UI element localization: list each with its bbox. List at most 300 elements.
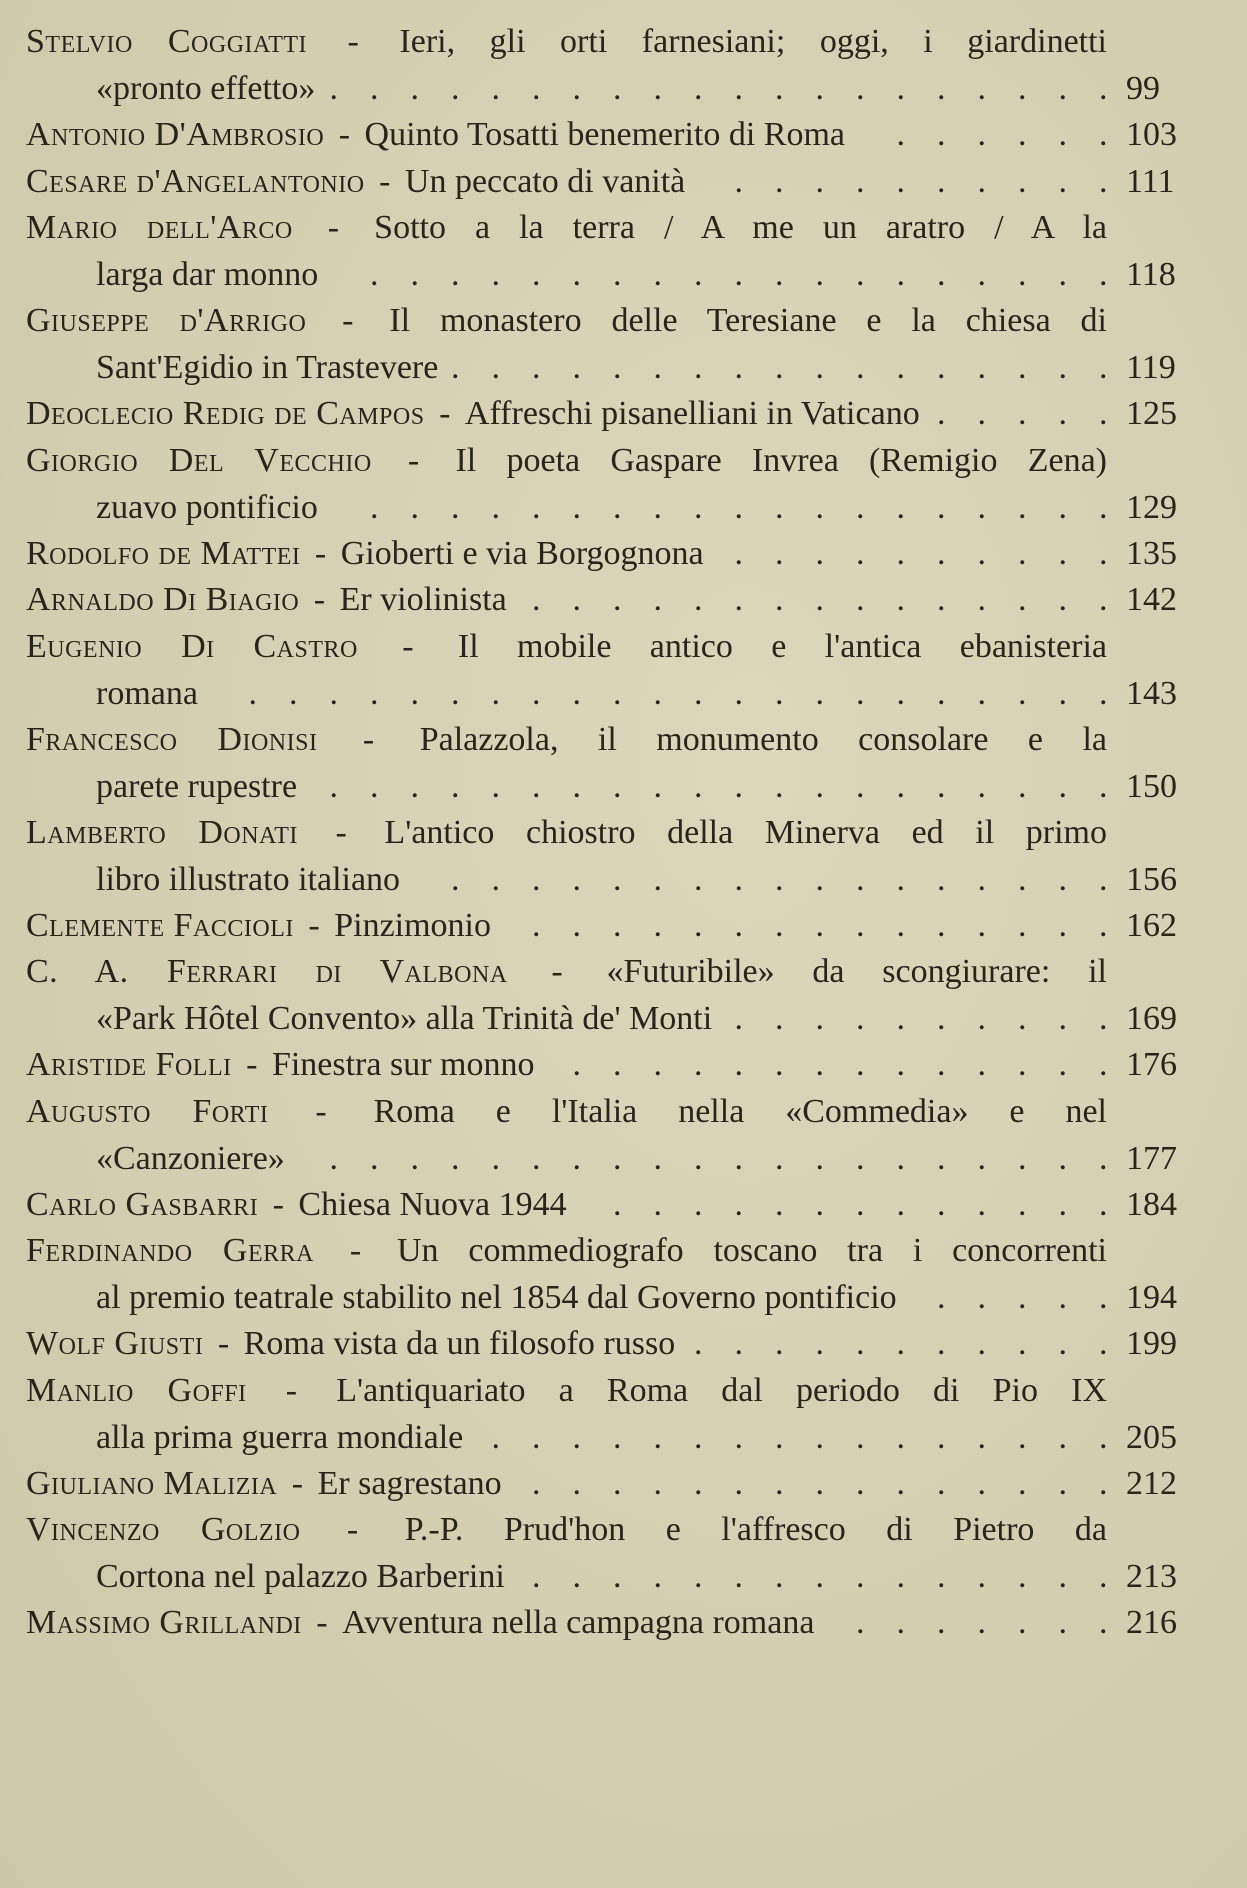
toc-entry (26, 18, 1216, 112)
leader-dot: . (410, 674, 419, 712)
leader-dot: . (977, 1000, 986, 1037)
leader-dot: . (613, 1046, 622, 1083)
leader-dot: . (1058, 1279, 1067, 1316)
leader-dot: . (977, 488, 986, 526)
leader-dot: . (491, 860, 500, 898)
leader-dot: . (734, 70, 743, 107)
leader-dot: . (856, 1000, 865, 1037)
leader-dot: . (1099, 1046, 1108, 1083)
leader-dot: . (1099, 488, 1108, 526)
leader-dot: . (572, 1046, 581, 1083)
leader-dot: . (572, 1558, 581, 1595)
leader-dot: . (896, 1604, 905, 1641)
toc-entry (26, 623, 1216, 717)
leader-dot: . (572, 349, 581, 386)
leader-dot: . (896, 1418, 905, 1456)
leader-dot: . (694, 1464, 703, 1502)
leader-dot: . (856, 906, 865, 944)
leader-dot: . (653, 1464, 662, 1502)
leader-dot: . (977, 116, 986, 153)
toc-entry (26, 902, 1216, 949)
leader-dot: . (613, 767, 622, 805)
page-number: 99 (1126, 70, 1160, 107)
leader-dot: . (653, 581, 662, 618)
leader-dot: . (734, 1464, 743, 1502)
leader-dot: . (977, 349, 986, 386)
leader-dot: . (329, 767, 338, 805)
leader-dot: . (653, 860, 662, 898)
author-title-separator: - (330, 116, 359, 153)
leader-dot: . (1018, 674, 1027, 712)
entry-title: L'antiquariato a Roma dal periodo di Pio IX (336, 1371, 1107, 1409)
entry-title: «Futuribile» da scongiurare: il (606, 953, 1107, 990)
leader-dot: . (613, 860, 622, 898)
leader-dot: . (937, 860, 946, 898)
leader-dot: . (896, 1139, 905, 1177)
leader-dot: . (1058, 674, 1067, 712)
leader-dot: . (815, 581, 824, 618)
leader-dot: . (977, 860, 986, 898)
leader-dot: . (532, 1464, 541, 1502)
entry-title: Palazzola, il monumento consolare e la (419, 720, 1107, 758)
leader-dot: . (815, 1046, 824, 1083)
leader-dot: . (896, 1000, 905, 1037)
leader-dot: . (896, 1046, 905, 1083)
entry-title: Quinto Tosatti benemerito di Roma (364, 116, 846, 153)
entry-author: Antonio D'Ambrosio (26, 116, 325, 153)
leader-dot: . (1058, 70, 1067, 107)
page-number: 129 (1126, 488, 1177, 526)
leader-dot: . (815, 906, 824, 944)
toc-entry (26, 437, 1216, 531)
leader-dot: . (694, 1558, 703, 1595)
leader-dot: . (734, 906, 743, 944)
leader-dot: . (734, 1000, 743, 1037)
entry-title: alla prima guerra mondiale (96, 1418, 464, 1456)
leader-dot: . (370, 674, 379, 712)
leader-dot: . (977, 256, 986, 293)
leader-dot: . (1099, 1185, 1108, 1223)
leader-dot: . (1099, 1604, 1108, 1641)
leader-dot: . (1018, 1604, 1027, 1641)
author-title-separator: - (307, 1604, 337, 1641)
page-number: 103 (1126, 116, 1177, 153)
leader-dot: . (896, 767, 905, 805)
leader-dot: . (734, 349, 743, 386)
leader-dot: . (613, 349, 622, 386)
leader-dot: . (815, 767, 824, 805)
leader-dot: . (937, 349, 946, 386)
entry-title: Avventura nella campagna romana (342, 1604, 815, 1641)
page-number: 143 (1126, 674, 1177, 712)
leader-dot: . (410, 70, 419, 107)
leader-dot: . (694, 256, 703, 293)
entry-author: C. A. Ferrari di Valbona (26, 953, 508, 990)
leader-dot: . (532, 1558, 541, 1595)
leader-dot: . (532, 1418, 541, 1456)
entry-title: Sant'Egidio in Trastevere (96, 349, 439, 386)
entry-author: Massimo Grillandi (26, 1604, 302, 1641)
toc-entry (26, 530, 1216, 577)
leader-dot: . (775, 860, 784, 898)
page-number: 177 (1126, 1139, 1177, 1177)
entry-title: libro illustrato italiano (96, 860, 401, 898)
leader-dot: . (734, 1185, 743, 1223)
leader-dot: . (1018, 1418, 1027, 1456)
leader-dot: . (734, 581, 743, 618)
leader-dot: . (896, 1325, 905, 1362)
leader-dot: . (1058, 1418, 1067, 1456)
leader-dot: . (815, 1418, 824, 1456)
entry-title: P.-P. Prud'hon e l'affresco di Pietro da (404, 1511, 1108, 1548)
leader-dot: . (653, 256, 662, 293)
leader-dot: . (896, 349, 905, 386)
toc-entry (26, 809, 1216, 903)
leader-dot: . (1018, 1464, 1027, 1502)
leader-dot: . (1058, 906, 1067, 944)
leader-dot: . (937, 1139, 946, 1177)
leader-dot: . (1099, 860, 1108, 898)
toc-entry (26, 948, 1216, 1042)
toc-entry (26, 1041, 1216, 1088)
leader-dot: . (977, 1279, 986, 1316)
leader-dot: . (613, 906, 622, 944)
leader-dot: . (613, 1558, 622, 1595)
leader-dot: . (1018, 116, 1027, 153)
author-title-separator: - (274, 1092, 368, 1130)
leader-dot: . (491, 256, 500, 293)
leader-dot: . (572, 70, 581, 107)
leader-dot: . (734, 162, 743, 200)
leader-dot: . (653, 1139, 662, 1177)
leader-dot: . (1018, 349, 1027, 386)
leader-dot: . (653, 1558, 662, 1595)
page-number: 216 (1126, 1604, 1177, 1641)
page-number: 135 (1126, 534, 1177, 572)
leader-dot: . (937, 581, 946, 618)
leader-dot: . (1018, 488, 1027, 526)
leader-dot: . (1058, 1139, 1067, 1177)
entry-author: Carlo Gasbarri (26, 1185, 259, 1223)
leader-dot: . (491, 349, 500, 386)
entry-author: Aristide Folli (26, 1046, 232, 1083)
leader-dot: . (937, 1604, 946, 1641)
leader-dot: . (532, 349, 541, 386)
entry-author: Rodolfo de Mattei (26, 534, 301, 572)
leader-dot: . (815, 1464, 824, 1502)
leader-dot: . (329, 674, 338, 712)
toc-entry (26, 1320, 1216, 1367)
page-number: 212 (1126, 1464, 1177, 1502)
leader-dot: . (1099, 70, 1108, 107)
leader-dot: . (775, 1000, 784, 1037)
entry-title: zuavo pontificio (96, 488, 318, 526)
page-number: 169 (1126, 1000, 1177, 1037)
leader-dot: . (856, 1139, 865, 1177)
leader-dot: . (1018, 162, 1027, 200)
entry-title: parete rupestre (96, 767, 298, 805)
leader-dot: . (937, 674, 946, 712)
leader-dot: . (248, 674, 257, 712)
leader-dot: . (734, 534, 743, 572)
entry-author: Wolf Giusti (26, 1325, 204, 1362)
author-title-separator: - (312, 302, 384, 339)
leader-dot: . (896, 488, 905, 526)
leader-dot: . (1058, 395, 1067, 432)
leader-dot: . (1099, 1418, 1108, 1456)
leader-dot: . (937, 116, 946, 153)
author-title-separator: - (513, 953, 601, 990)
leader-dot: . (734, 1046, 743, 1083)
leader-dot: . (977, 1325, 986, 1362)
entry-author: Giorgio Del Vecchio (26, 441, 372, 479)
leader-dot: . (896, 1558, 905, 1595)
leader-dot: . (977, 581, 986, 618)
entry-title: «Canzoniere» (96, 1139, 285, 1177)
leader-dot: . (694, 1325, 703, 1362)
entry-author: Francesco Dionisi (26, 720, 318, 758)
leader-dot: . (1018, 1139, 1027, 1177)
page-number: 111 (1126, 162, 1175, 200)
leader-dot: . (491, 70, 500, 107)
leader-dot: . (775, 70, 784, 107)
leader-dot: . (977, 1046, 986, 1083)
page-number: 162 (1126, 906, 1177, 944)
entry-title: Pinzimonio (334, 906, 492, 944)
toc-entry (26, 716, 1216, 810)
leader-dot: . (572, 581, 581, 618)
entry-author: Clemente Faccioli (26, 906, 294, 944)
leader-dot: . (856, 1185, 865, 1223)
leader-dot: . (1058, 116, 1067, 153)
entry-author: Eugenio Di Castro (26, 627, 358, 665)
author-title-separator: - (252, 1371, 331, 1409)
leader-dot: . (1099, 395, 1108, 432)
leader-dot: . (572, 256, 581, 293)
leader-dot: . (532, 906, 541, 944)
leader-dot: . (1099, 1279, 1108, 1316)
page-number: 205 (1126, 1418, 1177, 1456)
author-title-separator: - (377, 441, 450, 479)
leader-dot: . (532, 767, 541, 805)
author-title-separator: - (306, 1511, 399, 1548)
entry-title: Er sagrestano (317, 1464, 502, 1502)
leader-dot: . (370, 1139, 379, 1177)
leader-dot: . (775, 1464, 784, 1502)
leader-dot: . (734, 1325, 743, 1362)
leader-dot: . (1058, 581, 1067, 618)
leader-dot: . (815, 1185, 824, 1223)
leader-dot: . (815, 349, 824, 386)
leader-dot: . (613, 1418, 622, 1456)
author-title-separator: - (264, 1185, 293, 1223)
leader-dot: . (775, 488, 784, 526)
leader-dot: . (1099, 581, 1108, 618)
page-number: 142 (1126, 581, 1177, 618)
leader-dot: . (815, 1139, 824, 1177)
leader-dot: . (775, 767, 784, 805)
leader-dot: . (775, 349, 784, 386)
entry-title: Ieri, gli orti farnesiani; oggi, i giardinetti (399, 23, 1108, 60)
leader-dot: . (1018, 1000, 1027, 1037)
leader-dot: . (856, 488, 865, 526)
leader-dot: . (896, 256, 905, 293)
leader-dot: . (1018, 1046, 1027, 1083)
leader-dot: . (815, 70, 824, 107)
author-title-separator: - (298, 209, 369, 246)
leader-dot: . (653, 1418, 662, 1456)
leader-dot: . (977, 1464, 986, 1502)
leader-dot: . (532, 674, 541, 712)
leader-dot: . (1018, 906, 1027, 944)
leader-dot: . (856, 70, 865, 107)
toc-entry (26, 111, 1216, 158)
leader-dot: . (896, 1464, 905, 1502)
author-title-separator: - (299, 906, 329, 944)
leader-dot: . (370, 256, 379, 293)
leader-dot: . (491, 674, 500, 712)
entry-author: Giuliano Malizia (26, 1464, 278, 1502)
leader-dot: . (653, 1046, 662, 1083)
leader-dot: . (734, 674, 743, 712)
page-number: 118 (1126, 256, 1176, 293)
author-title-separator: - (313, 23, 394, 60)
leader-dot: . (1018, 767, 1027, 805)
page-number: 184 (1126, 1185, 1177, 1223)
leader-dot: . (1099, 767, 1108, 805)
leader-dot: . (896, 906, 905, 944)
entry-title: Roma e l'Italia nella «Commedia» e nel (373, 1092, 1107, 1130)
leader-dot: . (937, 1558, 946, 1595)
leader-dot: . (410, 488, 419, 526)
entry-title: Er violinista (339, 581, 507, 618)
leader-dot: . (370, 70, 379, 107)
entry-author: Vincenzo Golzio (26, 1511, 301, 1548)
leader-dot: . (856, 1464, 865, 1502)
leader-dot: . (775, 162, 784, 200)
leader-dot: . (1099, 1325, 1108, 1362)
leader-dot: . (694, 488, 703, 526)
author-title-separator: - (283, 1464, 312, 1502)
leader-dot: . (653, 767, 662, 805)
leader-dot: . (451, 767, 460, 805)
leader-dot: . (694, 860, 703, 898)
leader-dot: . (694, 581, 703, 618)
entry-author: Ferdinando Gerra (26, 1232, 314, 1269)
leader-dot: . (1099, 1000, 1108, 1037)
leader-dot: . (937, 70, 946, 107)
leader-dot: . (937, 1325, 946, 1362)
leader-dot: . (572, 488, 581, 526)
toc-entry (26, 1227, 1216, 1321)
leader-dot: . (937, 906, 946, 944)
leader-dot: . (1018, 256, 1027, 293)
leader-dot: . (977, 1139, 986, 1177)
leader-dot: . (532, 860, 541, 898)
leader-dot: . (694, 767, 703, 805)
leader-dot: . (694, 1046, 703, 1083)
leader-dot: . (937, 1464, 946, 1502)
leader-dot: . (856, 581, 865, 618)
entry-title: larga dar monno (96, 256, 319, 293)
page-number: 125 (1126, 395, 1177, 432)
page-number: 176 (1126, 1046, 1177, 1083)
leader-dot: . (734, 256, 743, 293)
leader-dot: . (856, 1604, 865, 1641)
leader-dot: . (491, 488, 500, 526)
author-title-separator: - (430, 395, 459, 432)
leader-dot: . (734, 860, 743, 898)
leader-dot: . (653, 70, 662, 107)
leader-dot: . (815, 534, 824, 572)
leader-dot: . (613, 1185, 622, 1223)
leader-dot: . (896, 1185, 905, 1223)
leader-dot: . (815, 488, 824, 526)
leader-dot: . (572, 906, 581, 944)
leader-dot: . (572, 1139, 581, 1177)
leader-dot: . (613, 256, 622, 293)
leader-dot: . (451, 256, 460, 293)
leader-dot: . (1018, 534, 1027, 572)
leader-dot: . (1099, 1558, 1108, 1595)
author-title-separator: - (323, 720, 414, 758)
leader-dot: . (937, 1046, 946, 1083)
leader-dot: . (694, 906, 703, 944)
leader-dot: . (856, 534, 865, 572)
entry-title: Il poeta Gaspare Invrea (Remigio Zena) (455, 441, 1107, 479)
leader-dot: . (856, 256, 865, 293)
page-number: 150 (1126, 767, 1177, 805)
entry-title: «pronto effetto» (96, 70, 316, 107)
leader-dot: . (775, 674, 784, 712)
leader-dot: . (532, 581, 541, 618)
leader-dot: . (775, 1418, 784, 1456)
leader-dot: . (451, 1139, 460, 1177)
leader-dot: . (775, 1185, 784, 1223)
entry-title: Affreschi pisanelliani in Vaticano (464, 395, 920, 432)
leader-dot: . (937, 1185, 946, 1223)
leader-dot: . (694, 1418, 703, 1456)
leader-dot: . (1018, 1279, 1027, 1316)
leader-dot: . (815, 674, 824, 712)
leader-dot: . (370, 767, 379, 805)
leader-dot: . (1099, 534, 1108, 572)
leader-dot: . (572, 1464, 581, 1502)
leader-dot: . (653, 488, 662, 526)
toc-entry (26, 390, 1216, 437)
leader-dot: . (410, 256, 419, 293)
leader-dot: . (856, 1046, 865, 1083)
leader-dot: . (775, 256, 784, 293)
leader-dot: . (370, 488, 379, 526)
leader-dot: . (1058, 488, 1067, 526)
leader-dot: . (1058, 1464, 1067, 1502)
leader-dot: . (1058, 860, 1067, 898)
entry-title: Chiesa Nuova 1944 (298, 1185, 567, 1223)
leader-dot: . (937, 534, 946, 572)
entry-author: Augusto Forti (26, 1092, 269, 1130)
leader-dot: . (653, 349, 662, 386)
leader-dot: . (937, 1000, 946, 1037)
leader-dot: . (451, 70, 460, 107)
entry-title: Un peccato di vanità (404, 162, 686, 200)
entry-author: Lamberto Donati (26, 813, 298, 851)
leader-dot: . (815, 860, 824, 898)
entry-author: Stelvio Coggiatti (26, 23, 308, 60)
entry-author: Manlio Goffi (26, 1371, 247, 1409)
page-number: 156 (1126, 860, 1177, 898)
leader-dot: . (1018, 1558, 1027, 1595)
